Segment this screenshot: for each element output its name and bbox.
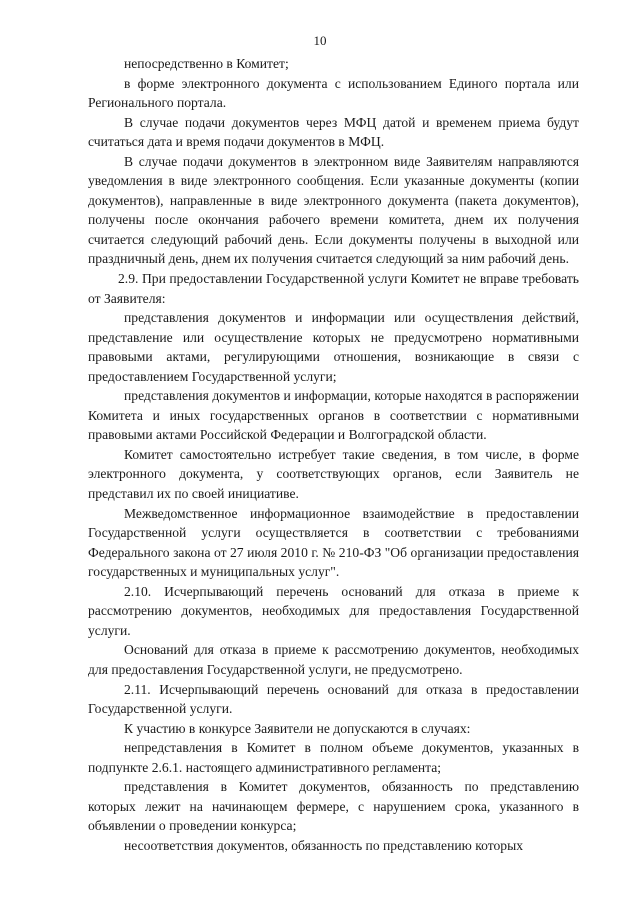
paragraph: 2.10. Исчерпывающий перечень оснований для отказа в приеме к рассмотрению документов, необходимых для предоставления Государственной услуги. [88, 583, 579, 638]
paragraph: непредставления в Комитет в полном объеме документов, указанных в подпункте 2.6.1. настоящего административного регламента; [88, 740, 579, 775]
paragraph: Оснований для отказа в приеме к рассмотрению документов, необходимых для предоставления Государственной услуги, не предусмотрено. [88, 642, 579, 677]
paragraph: несоответствия документов, обязанность по представлению которых [124, 837, 524, 853]
paragraph: Комитет самостоятельно истребует такие сведения, в том числе, в форме электронного документа, у соответствующих органов, если Заявитель не представил их по своей инициативе. [88, 446, 579, 502]
paragraph: 2.11. Исчерпывающий перечень оснований для отказа в предоставлении Государственной услуги. [88, 681, 579, 717]
paragraph: в форме электронного документа с использованием Единого портала или Регионального портала. [88, 75, 579, 111]
paragraph: Межведомственное информационное взаимодействие в предоставлении Государственной услуги осуществляется в соответствии с требованиями Федерального закона от 27 июля 2010 г. № 210-ФЗ "Об организации предоставления государственных и муниципальных услуг". [88, 505, 579, 580]
paragraph: В случае подачи документов через МФЦ датой и временем приема будут считаться дата и время подачи документов в МФЦ. [88, 114, 579, 150]
paragraph: 2.9. При предоставлении Государственной услуги Комитет не вправе требовать от Заявителя: [88, 271, 579, 306]
paragraph: непосредственно в Комитет; [124, 56, 289, 71]
document-body [88, 54, 579, 855]
page-number: 10 [313, 33, 327, 48]
paragraph: К участию в конкурсе Заявители не допускаются в случаях: [124, 720, 471, 736]
paragraph: В случае подачи документов в электронном виде Заявителям направляются уведомления в виде электронного сообщения. Если указанные документы (копии документов), направленные в виде электронного документа (пакета документов), получены после окончания рабочего времени комитета, днем их получения считается следующий рабочий день. Если документы получены в выходной или праздничный день, днем их получения считается следующий за ним рабочий день. [88, 153, 579, 267]
paragraph: представления документов и информации или осуществления действий, представление или осуществление которых не предусмотрено нормативными правовыми актами, регулирующими отношения, возникающие в связи с предоставлением Государственной услуги; [88, 310, 579, 384]
paragraph: представления в Комитет документов, обязанность по представлению которых лежит на начинающем фермере, с нарушением срока, указанного в объявлении о проведении конкурса; [88, 779, 579, 834]
paragraph: представления документов и информации, которые находятся в распоряжении Комитета и иных государственных органов в соответствии с нормативными правовыми актами Российской Федерации и Волгоградской области. [88, 388, 579, 443]
